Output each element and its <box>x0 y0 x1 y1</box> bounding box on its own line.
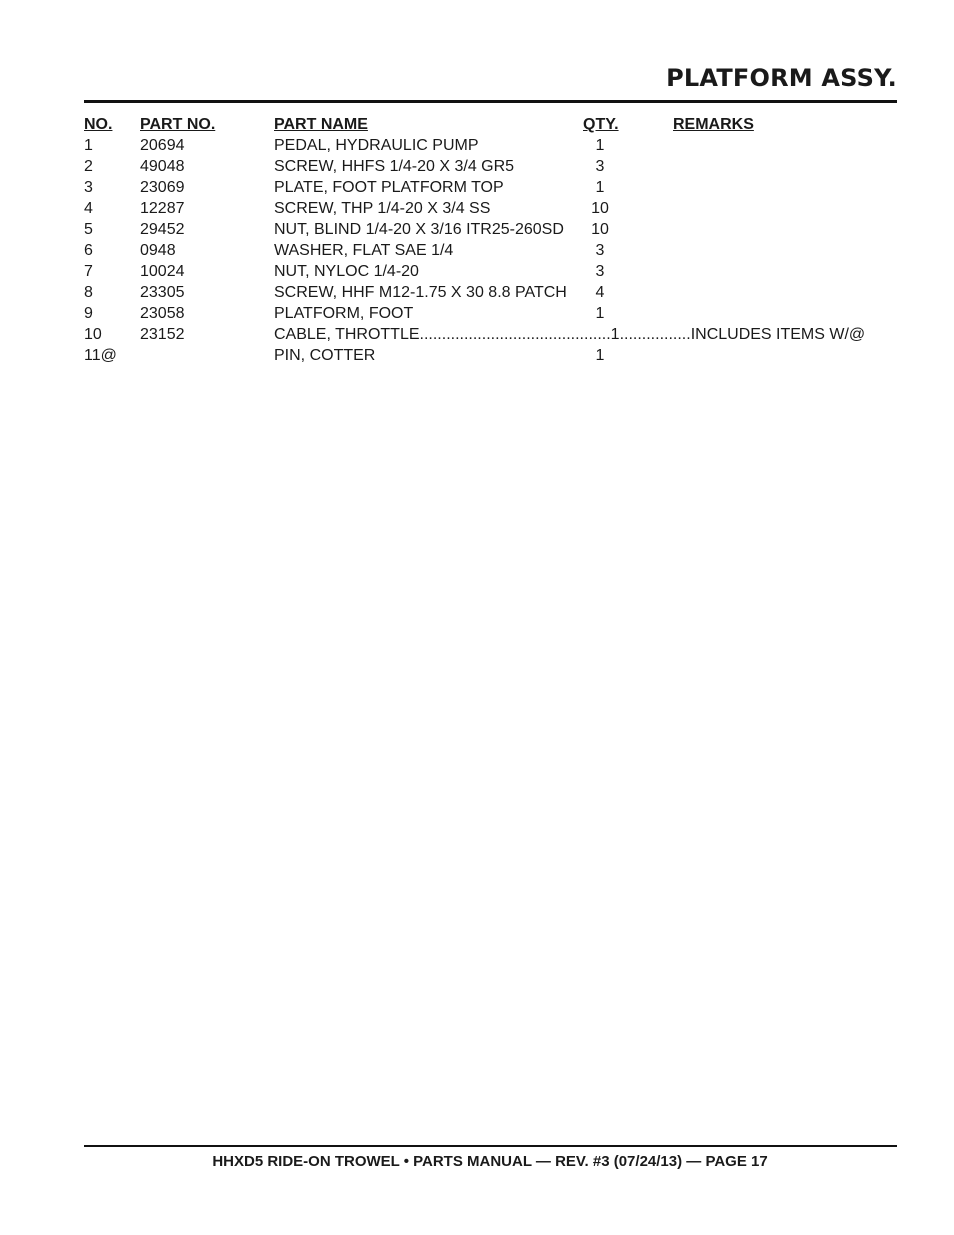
row-part-name: PLATE, FOOT PLATFORM TOP <box>274 179 504 196</box>
row-leader-line: CABLE, THROTTLE...........................................1................INCLUDES ITEMS W/@ <box>274 326 866 343</box>
row-no: 9 <box>84 305 93 322</box>
table-row <box>84 261 897 282</box>
row-part-no: 23058 <box>140 305 185 322</box>
row-part-no: 10024 <box>140 263 185 280</box>
row-qty: 1 <box>595 305 605 322</box>
page-title: PLATFORM ASSY. <box>666 64 897 92</box>
table-row <box>84 177 897 198</box>
page-footer: HHXD5 RIDE-ON TROWEL • PARTS MANUAL — REV. #3 (07/24/13) — PAGE 17 <box>212 1153 768 1170</box>
table-row <box>84 135 897 156</box>
table-row <box>84 219 897 240</box>
row-no: 7 <box>84 263 93 280</box>
title-divider <box>84 100 897 103</box>
row-qty: 10 <box>591 200 609 217</box>
header-qty: QTY. <box>583 116 619 133</box>
row-part-name: PIN, COTTER <box>274 347 376 364</box>
row-part-name: PLATFORM, FOOT <box>274 305 414 322</box>
row-part-no: 29452 <box>140 221 185 238</box>
row-no: 1 <box>84 137 93 154</box>
row-qty: 1 <box>595 347 605 364</box>
row-part-no: 23305 <box>140 284 185 301</box>
table-row <box>84 282 897 303</box>
table-row <box>84 345 897 366</box>
row-qty: 10 <box>591 221 609 238</box>
row-qty: 1 <box>595 137 605 154</box>
parts-table <box>84 114 897 366</box>
row-part-no: 12287 <box>140 200 185 217</box>
row-qty: 4 <box>595 284 605 301</box>
row-part-no: 23152 <box>140 326 185 343</box>
row-part-no: 49048 <box>140 158 185 175</box>
row-no: 2 <box>84 158 93 175</box>
row-part-name: SCREW, HHF M12-1.75 X 30 8.8 PATCH <box>274 284 567 301</box>
header-no: NO. <box>84 116 113 133</box>
table-header-row <box>84 114 897 135</box>
header-remarks: REMARKS <box>673 116 754 133</box>
row-part-name: SCREW, HHFS 1/4-20 X 3/4 GR5 <box>274 158 515 175</box>
row-part-no: 20694 <box>140 137 185 154</box>
row-part-no: 23069 <box>140 179 185 196</box>
row-no: 4 <box>84 200 93 217</box>
row-qty: 3 <box>595 263 605 280</box>
row-part-name: PEDAL, HYDRAULIC PUMP <box>274 137 479 154</box>
row-part-name: NUT, BLIND 1/4-20 X 3/16 ITR25-260SD <box>274 221 564 238</box>
row-qty: 3 <box>595 158 605 175</box>
row-no: 6 <box>84 242 93 259</box>
footer-divider <box>84 1145 897 1147</box>
table-row <box>84 324 897 345</box>
row-qty: 3 <box>595 242 605 259</box>
row-no: 5 <box>84 221 93 238</box>
row-part-name: NUT, NYLOC 1/4-20 <box>274 263 419 280</box>
header-part-name: PART NAME <box>274 116 368 133</box>
row-part-name: WASHER, FLAT SAE 1/4 <box>274 242 454 259</box>
header-part-no: PART NO. <box>140 116 216 133</box>
row-part-no: 0948 <box>140 242 176 259</box>
row-qty: 1 <box>595 179 605 196</box>
table-row <box>84 156 897 177</box>
row-no: 11@ <box>84 347 117 364</box>
row-no: 10 <box>84 326 102 343</box>
row-no: 8 <box>84 284 93 301</box>
table-row <box>84 303 897 324</box>
table-row <box>84 240 897 261</box>
table-row <box>84 198 897 219</box>
row-no: 3 <box>84 179 93 196</box>
row-part-name: SCREW, THP 1/4-20 X 3/4 SS <box>274 200 491 217</box>
